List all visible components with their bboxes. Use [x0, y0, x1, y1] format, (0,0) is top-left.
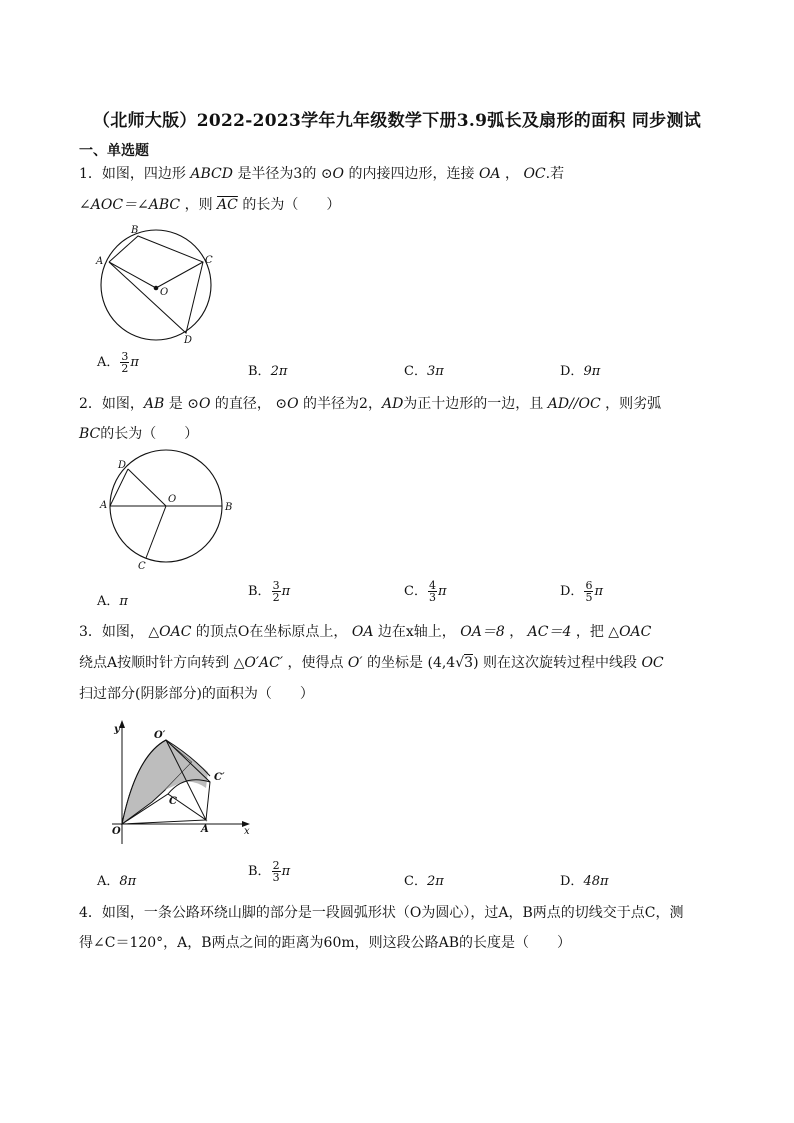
- q3-label-c: C: [169, 796, 177, 807]
- q4-line1: 4．如图，一条公路环绕山脚的部分是一段圆弧形状（O为圆心），过A，B两点的切线交于点C，测: [79, 905, 684, 921]
- q3-line2: 绕点A按顺时针方向转到 △O′AC′ ，使得点 O′ 的坐标是 (4,4√3) 则在这次旋转过程中线段 OC: [79, 655, 664, 671]
- q2-option-d[interactable]: D． $\frac{6}{5}$ π: [560, 579, 603, 604]
- q3-label-c-prime: C′: [214, 772, 225, 783]
- q3-option-a[interactable]: A．8π: [97, 874, 137, 889]
- q1-text-1: 1．如图，四边形: [79, 166, 186, 182]
- q1-line2: [79, 195, 340, 215]
- q1-text-6: 的长为（ ）: [242, 197, 341, 213]
- q2-ab: AB: [143, 396, 165, 412]
- q2-label-b: B: [225, 502, 233, 513]
- q3-figure: [108, 716, 258, 848]
- q1-line1: [79, 164, 564, 184]
- q1-figure: [90, 222, 230, 348]
- q3-option-c[interactable]: C．2π: [404, 874, 444, 889]
- q4-line2: 得∠C＝120°，A，B两点之间的距离为60m，则这段公路AB的长度是（ ）: [79, 935, 572, 951]
- q1-arc-ac: $\overline{AC}$: [217, 197, 238, 213]
- q2-option-b[interactable]: B． $\frac{3}{2}$ π: [248, 579, 291, 604]
- q1-oa: OA: [478, 166, 501, 182]
- q2-line1: 2．如图，AB 是 ⊙O 的直径， ⊙O 的半径为2，AD为正十边形的一边，且 AD//OC ，则劣弧: [79, 396, 662, 412]
- q2-ad: AD: [381, 396, 404, 412]
- q1-angle: ∠AOC＝∠ABC: [79, 197, 181, 213]
- q1-abcd: ABCD: [190, 166, 233, 182]
- q3-label-x: x: [244, 826, 250, 837]
- q3-label-a: A: [201, 824, 209, 835]
- q2-label-c: C: [138, 561, 146, 572]
- q3-option-b[interactable]: B． $\frac{2}{3}$ π: [248, 859, 291, 884]
- circle-dot-symbol: ⊙: [275, 396, 288, 412]
- q1-oc: OC: [523, 166, 546, 182]
- q2-bc: BC: [79, 426, 101, 442]
- q1-comma: ，: [504, 166, 519, 182]
- q1-option-d[interactable]: D．9π: [560, 364, 601, 379]
- q1-text-4: .若: [545, 166, 565, 182]
- q1-option-b[interactable]: B．2π: [248, 364, 288, 379]
- q2-option-a[interactable]: A．π: [97, 594, 128, 609]
- q3-triangle: △OAC: [148, 624, 192, 640]
- q2-option-c[interactable]: C． $\frac{4}{3}$ π: [404, 579, 447, 604]
- q1-text-3: 的内接四边形，连接: [348, 166, 475, 182]
- q2-parallel: AD//OC: [547, 396, 601, 412]
- page-title: （北师大版）2022-2023学年九年级数学下册3.9弧长及扇形的面积 同步测试: [92, 111, 702, 131]
- q2-figure: [96, 448, 246, 572]
- q3-label-o: O: [112, 826, 121, 837]
- q1-label-d: D: [184, 335, 193, 346]
- q2-label-a: A: [100, 500, 108, 511]
- q3-line1: 3．如图， △OAC 的顶点O在坐标原点上， OA 边在x轴上， OA＝8 ， AC＝4 ，把 △OAC: [79, 624, 652, 640]
- q1-label-o: O: [160, 287, 169, 298]
- q1-text-5: ，则: [184, 197, 213, 213]
- q3-eq-ac: AC＝4: [527, 624, 572, 640]
- q3-line3: 扫过部分(阴影部分)的面积为（ ）: [79, 686, 314, 702]
- q2-line2: BC的长为（ ）: [79, 426, 199, 442]
- q1-o: O: [332, 166, 345, 182]
- q3-coord: (4,4: [427, 655, 456, 671]
- q1-label-c: C: [205, 255, 213, 266]
- section-heading: 一、单选题: [79, 143, 149, 159]
- circle-dot-symbol: ⊙: [187, 396, 199, 412]
- q2-label-d: D: [118, 460, 127, 471]
- q2-label-o: O: [168, 494, 177, 505]
- q1-option-a[interactable]: A． $\frac{3}{2}$ π: [97, 350, 139, 375]
- q1-label-a: A: [96, 256, 104, 267]
- circle-dot-symbol: ⊙: [320, 166, 333, 182]
- q1-option-c[interactable]: C．3π: [404, 364, 444, 379]
- q1-label-b: B: [131, 225, 139, 236]
- q3-label-o-prime: O′: [154, 730, 166, 741]
- q1-text-2: 是半径为3的: [237, 166, 317, 182]
- q3-eq-oa: OA＝8: [460, 624, 505, 640]
- q3-option-d[interactable]: D．48π: [560, 874, 609, 889]
- q3-label-y: y: [114, 724, 120, 735]
